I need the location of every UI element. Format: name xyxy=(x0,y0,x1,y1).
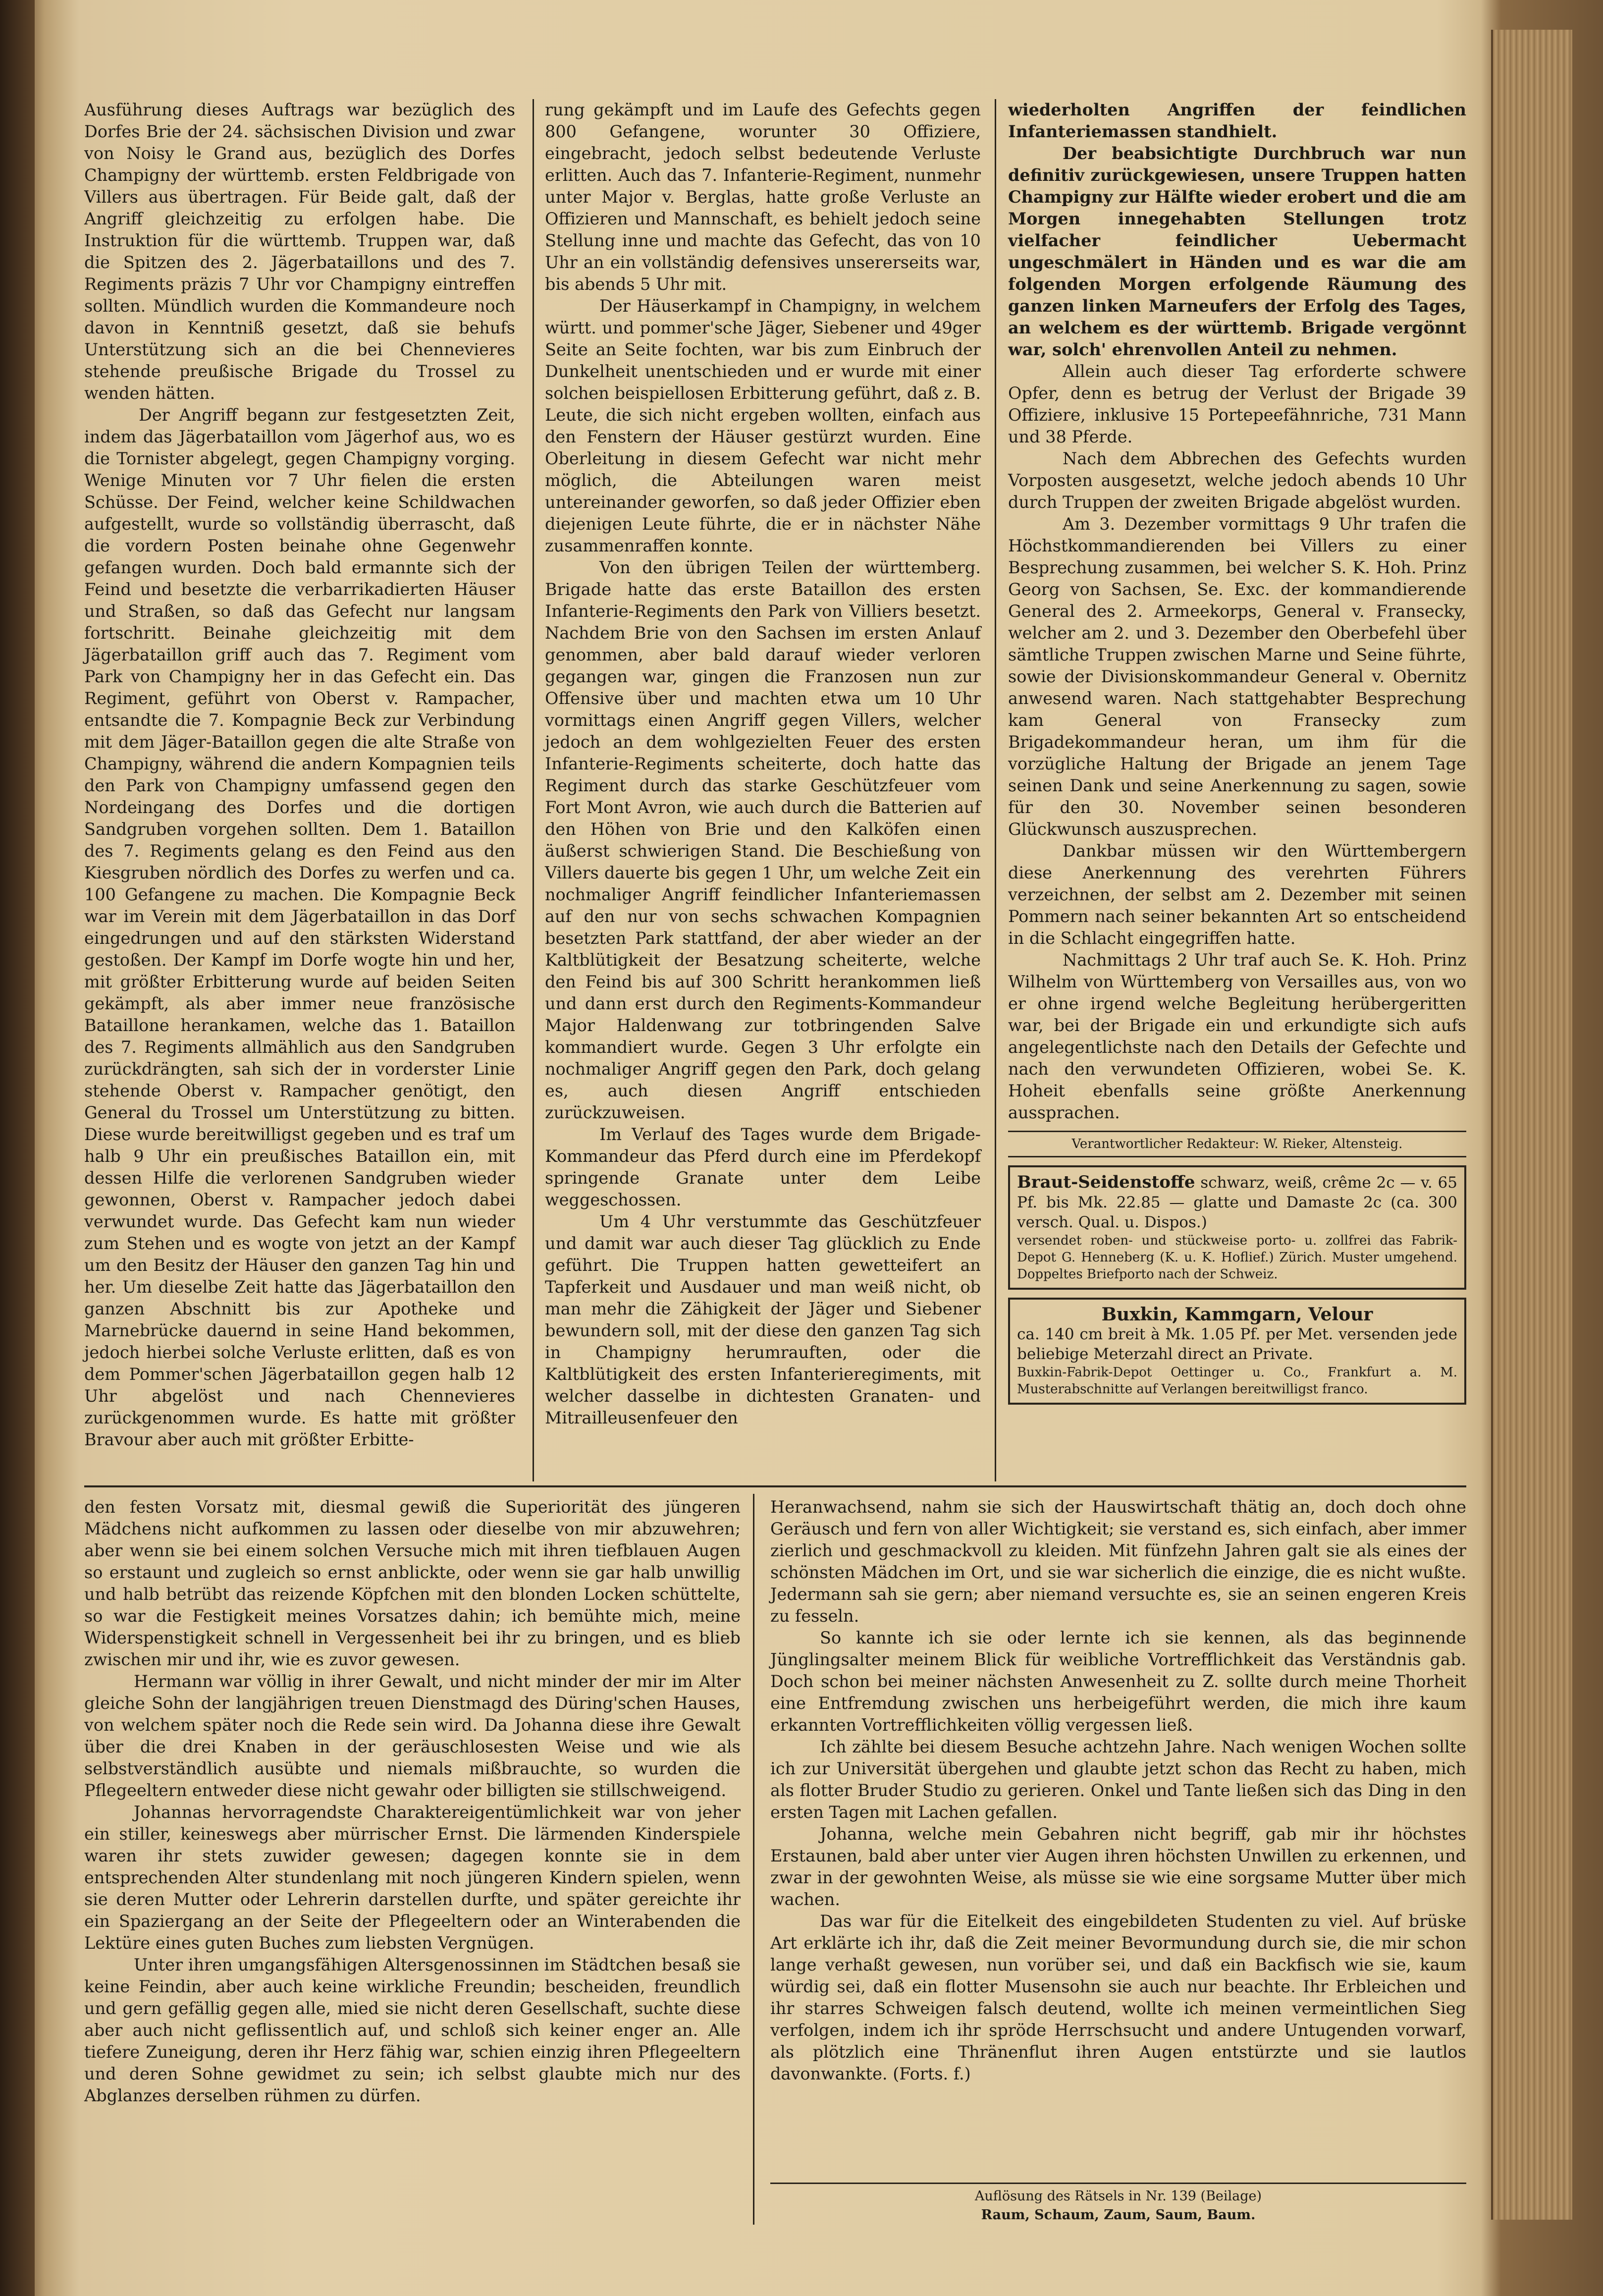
advertisement-silk xyxy=(1008,1165,1466,1290)
paragraph: Heranwachsend, nahm sie sich der Hauswirtschaft thätig an, doch doch ohne Geräusch und fern von aller Wichtigkeit; sie verstand es, sich einfach, aber immer zierlich und geschmackvoll zu kleiden. Mit fünfzehn Jahren galt sie als eines der schönsten Mädchen im Ort, und sie war sicherlich die einzige, die es nicht wußte. Jedermann sah sie gern; aber niemand versuchte es, sie an seinen engeren Kreis zu fesseln. xyxy=(770,1497,1466,1626)
feuilleton-divider xyxy=(84,1485,1466,1487)
riddle-solution-title: Auflösung des Rätsels in Nr. 139 (Beilage) xyxy=(974,2188,1262,2204)
paragraph: Unter ihren umgangsfähigen Altersgenossinnen im Städtchen besaß sie keine Feindin, aber auch keine wirkliche Freundin; bescheiden, freundlich und gern gefällig gegen alle, mied sie nicht deren Gesellschaft, suchte diese aber auch nicht geflissentlich auf, und schloß sich keiner enger an. Alle tiefere Zuneigung, deren ihr Herz fähig war, schien einzig ihren Pflegeeltern und deren Sohne gewidmet zu sein; ich selbst glaubte mich nur des Abglanzes derselben rühmen zu dürfen. xyxy=(84,1955,741,2105)
book-binding-edge xyxy=(0,0,35,2296)
paragraph: den festen Vorsatz mit, diesmal gewiß die Superiorität des jüngeren Mädchens nicht aufkommen zu lassen oder dieselbe von mir abzuwehren; aber wenn sie bei einem solchen Versuche mich mit ihren tiefblauen Augen so erstaunt und zugleich so ernst anblickte, oder wenn sie gar halb unwillig und halb betrübt das reizende Köpfchen mit den blonden Locken schüttelte, so war die Festigkeit meines Vorsatzes dahin; ich bemühte mich, meine Widerspenstigkeit schnell in Vergessenheit bei ihr zu bringen, und es blieb zwischen mir und ihr, wie es zuvor gewesen. xyxy=(84,1497,741,1669)
paragraph: Ausführung dieses Auftrags war bezüglich des Dorfes Brie der 24. sächsischen Division und zwar von Noisy le Grand aus, bezüglich des Dorfes Champigny der württemb. ersten Feldbrigade von Villers aus übertragen. Für Beide galt, daß der Angriff gleichzeitig zu erfolgen habe. Die Instruktion für die württemb. Truppen war, daß die Spitzen des 2. Jägerbataillons und des 7. Regiments präzis 7 Uhr vor Champigny eintreffen sollten. Mündlich wurden die Kommandeure noch davon in Kenntniß gesetzt, daß sie behufs Unterstützung sich an die bei Chennevieres stehende preußische Brigade du Trossel zu wenden hätten. xyxy=(84,100,515,403)
ad-fineprint: Buxkin-Fabrik-Depot Oettinger u. Co., Frankfurt a. M. Musterabschnitte auf Verlangen bereitwilligst franco. xyxy=(1017,1365,1457,1397)
ad-fineprint: versendet roben- und stückweise porto- u. zollfrei das Fabrik-Depot G. Henneberg (K. u. K. Hoflief.) Zürich. Muster umgehend. Doppeltes Briefporto nach der Schweiz. xyxy=(1017,1233,1457,1282)
riddle-solution-words: Raum, Schaum, Zaum, Saum, Baum. xyxy=(981,2207,1256,2223)
advertisement-cloth xyxy=(1008,1298,1466,1405)
article-column-1 xyxy=(84,99,515,1481)
riddle-solution xyxy=(770,2183,1466,2225)
paragraph: Dankbar müssen wir den Württembergern diese Anerkennung des verehrten Führers verzeichnen, der selbst am 2. Dezember mit seinen Pommern nach seiner bekannten Art so entscheidend in die Schlacht eingegriffen hatte. xyxy=(1008,841,1466,948)
paragraph: Nachmittags 2 Uhr traf auch Se. K. Hoh. Prinz Wilhelm von Württemberg von Versailles aus, von wo er ohne irgend welche Begleitung herübergeritten war, bei der Brigade ein und erkundigte sich aufs angelegentlichste nach den Details der Gefechte und nach den verwundeten Offizieren, wobei Se. K. Hoheit ebenfalls seine größte Anerkennung aussprachen. xyxy=(1008,950,1466,1122)
newspaper-page xyxy=(84,99,1466,2225)
paragraph: Der Häuserkampf in Champigny, in welchem württ. und pommer'sche Jäger, Siebener und 49ger Seite an Seite fochten, war bis zum Einbruch der Dunkelheit unentschieden und er wurde mit einer solchen beispiellosen Erbitterung geführt, daß z. B. Leute, die sich nicht ergeben wollten, einfach aus den Fenstern der Häuser gestürzt wurden. Eine Oberleitung in diesem Gefecht war nicht mehr möglich, die Abteilungen waren meist untereinander geworfen, so daß jeder Offizier eben diejenigen Leute führte, die er in nächster Nähe zusammenraffen konnte. xyxy=(545,296,981,555)
page-stack-edge xyxy=(1491,30,1572,2220)
paragraph: rung gekämpft und im Laufe des Gefechts gegen 800 Gefangene, worunter 30 Offiziere, eingebracht, jedoch selbst bedeutende Verluste erlitten. Auch das 7. Infanterie-Regiment, nunmehr unter Major v. Berglas, hatte große Verluste an Offizieren und Mannschaft, es behielt jedoch seine Stellung inne und machte das Gefecht, das von 10 Uhr an ein vollständig defensives unsererseits war, bis abends 5 Uhr mit. xyxy=(545,100,981,294)
paragraph: Das war für die Eitelkeit des eingebildeten Studenten zu viel. Auf brüske Art erklärte ich ihr, daß die Zeit meiner Bevormundung durch sie, die mir schon lange verhaßt gewesen, nun vorüber sei, und daß ein Backfisch wie sie, kaum würdig sei, daß ein flotter Musensohn sie auch nur beachte. Ihr Erbleichen und ihr starres Schweigen falsch deutend, wollte ich meinen vermeintlichen Sieg verfolgen, indem ich ihr spröde Herrschsucht und andere Untugenden vorwarf, als plötzlich eine Thränenflut ihren Augen entstürzte und sie lautlos davonwankte. (Forts. f.) xyxy=(770,1912,1466,2083)
article-column-3 xyxy=(1008,99,1466,1481)
paragraph: Von den übrigen Teilen der württemberg. Brigade hatte das erste Bataillon des ersten Infanterie-Regiments den Park von Villiers besetzt. Nachdem Brie von den Sachsen im ersten Anlauf genommen, aber bald darauf wieder verloren gegangen war, gingen die Franzosen nun zur Offensive über und machten etwa um 10 Uhr vormittags einen Angriff gegen Villers, welcher jedoch an dem wohlgezielten Feuer des ersten Infanterie-Regiments scheiterte, doch hatte das Regiment durch das starke Geschützfeuer vom Fort Mont Avron, wie auch durch die Batterien auf den Höhen von Brie und den Kalköfen einen äußerst schwierigen Stand. Die Beschießung von Villers dauerte bis gegen 1 Uhr, um welche Zeit ein nochmaliger Angriff feindlicher Infanteriemassen auf den nur von sechs schwachen Kompagnien besetzten Park stattfand, der aber wieder an der Kaltblütigkeit der Besatzung scheiterte, welche den Feind bis auf 300 Schritt herankommen ließ und dann erst durch den Regiments-Kommandeur Major Haldenwang zur totbringenden Salve kommandiert wurde. Gegen 3 Uhr erfolgte ein nochmaliger Angriff gegen den Park, doch gelang es, auch diesen Angriff entschieden zurückzuweisen. xyxy=(545,558,981,1122)
article-column-2 xyxy=(545,99,981,1481)
ad-headline: Braut-Seidenstoffe xyxy=(1017,1172,1195,1192)
paragraph: wiederholten Angriffen der feindlichen Infanteriemassen standhielt. xyxy=(1008,100,1466,141)
paragraph: Johanna, welche mein Gebahren nicht begriff, gab mir ihr höchstes Erstaunen, bald aber unter vier Augen ihren höchsten Unwillen zu erkennen, und zwar in der gewohnten Weise, als müsse sie wie eine sorgsame Mutter über mich wachen. xyxy=(770,1824,1466,1909)
serial-story-column-1 xyxy=(84,1496,741,2220)
editor-credit: Verantwortlicher Redakteur: W. Rieker, Altensteig. xyxy=(1008,1131,1466,1157)
column-divider xyxy=(753,1494,754,2225)
ad-text: ca. 140 cm breit à Mk. 1.05 Pf. per Met. versenden jede beliebige Meterzahl direct an Private. xyxy=(1017,1325,1457,1363)
paragraph: Um 4 Uhr verstummte das Geschützfeuer und damit war auch dieser Tag glücklich zu Ende geführt. Die Truppen hatten gewetteifert an Tapferkeit und Ausdauer und man weiß nicht, ob man mehr die Zähigkeit der Jäger und Siebener bewundern soll, mit der diese den ganzen Tag sich in Champigny herumrauften, oder die Kaltblütigkeit des ersten Infanterieregiments, mit welcher dasselbe in dichtesten Granaten- und Mitrailleusenfeuer den xyxy=(545,1212,981,1427)
ad-headline: Buxkin, Kammgarn, Velour xyxy=(1101,1304,1373,1325)
paragraph: Am 3. Dezember vormittags 9 Uhr trafen die Höchstkommandierenden bei Villers zu einer Besprechung zusammen, bei welcher S. K. Hoh. Prinz Georg von Sachsen, Se. Exc. der kommandierende General des 2. Armeekorps, General v. Fransecky, welcher am 2. und 3. Dezember den Oberbefehl über sämtliche Truppen zwischen Marne und Seine führte, sowie der Divisionskommandeur General v. Obernitz anwesend waren. Nach stattgehabter Besprechung kam General von Fransecky zum Brigadekommandeur heran, um ihm für die vorzügliche Haltung der Brigade an jenem Tage seinen Dank und seine Anerkennung zu sagen, sowie für den 30. November seinen besonderen Glückwunsch auszusprechen. xyxy=(1008,514,1466,839)
paragraph: Der Angriff begann zur festgesetzten Zeit, indem das Jägerbataillon vom Jägerhof aus, wo es die Tornister abgelegt, gegen Champigny vorging. Wenige Minuten vor 7 Uhr fielen die ersten Schüsse. Der Feind, welcher keine Schildwachen aufgestellt, wurde so vollständig überrascht, daß die vordern Posten beinahe ohne Gegenwehr gefangen wurden. Doch bald ermannte sich der Feind und besetzte die verbarrikadierten Häuser und Straßen, so daß das Gefecht nur langsam fortschritt. Beinahe gleichzeitig mit dem Jägerbataillon griff auch das 7. Regiment vom Park von Champigny her in das Gefecht ein. Das Regiment, geführt von Oberst v. Rampacher, entsandte die 7. Kompagnie Beck zur Verbindung mit dem Jäger-Bataillon gegen die alte Straße von Champigny, während die andern Kompagnien teils den Park von Champigny umfassend gegen den Nordeingang des Dorfes und die dortigen Sandgruben vorgehen sollten. Dem 1. Bataillon des 7. Regiments gelang es den Feind aus den Kiesgruben nördlich des Dorfes zu werfen und ca. 100 Gefangene zu machen. Die Kompagnie Beck war im Verein mit dem Jägerbataillon in das Dorf eingedrungen und auf den stärksten Widerstand gestoßen. Der Kampf im Dorfe wogte hin und her, mit größter Erbitterung wurde auf beiden Seiten gekämpft, als aber immer neue französische Bataillone herankamen, welche das 1. Bataillon des 7. Regiments allmählich aus den Sandgruben zurückdrängten, sah sich der in vorderster Linie stehende Oberst v. Rampacher genötigt, den General du Trossel um Unterstützung zu bitten. Diese wurde bereitwilligst gegeben und es traf um halb 9 Uhr ein preußisches Bataillon ein, mit dessen Hilfe die verlorenen Sandgruben wieder gewonnen, Oberst v. Rampacher jedoch dabei verwundet wurde. Das Gefecht kam nun wieder zum Stehen und es wogte von jetzt an der Kampf um den Besitz der Häuser den ganzen Tag hin und her. Um dieselbe Zeit hatte das Jägerbataillon den ganzen Abschnitt bis zur Apotheke und Marnebrücke dauernd in seine Hand bekommen, jedoch hierbei solche Verluste erlitten, daß es von dem Pommer'schen Jägerbataillon gegen halb 12 Uhr abgelöst und nach Chennevieres zurückgenommen wurde. Es hatte mit größter Bravour aber auch mit größter Erbitte- xyxy=(84,405,515,1449)
paragraph: Johannas hervorragendste Charaktereigentümlichkeit war von jeher ein stiller, keineswegs aber mürrischer Ernst. Die lärmenden Kinderspiele waren ihr stets zuwider gewesen; dagegen konnte sie in dem entsprechenden Alter stundenlang mit noch jüngeren Kindern spielen, wenn sie deren Mutter oder Lehrerin darstellen durfte, und später gereichte ihr ein Spaziergang an der Seite der Pflegeeltern oder an Winterabenden die Lektüre eines guten Buches zum liebsten Vergnügen. xyxy=(84,1803,741,1953)
serial-story-column-2 xyxy=(770,1496,1466,2180)
paragraph: Im Verlauf des Tages wurde dem Brigade-Kommandeur das Pferd durch eine im Pferdekopf springende Granate unter dem Leibe weggeschossen. xyxy=(545,1125,981,1209)
paragraph: So kannte ich sie oder lernte ich sie kennen, als das beginnende Jünglingsalter meinem Blick für weibliche Vortrefflichkeit das Verständnis gab. Doch schon bei meiner nächsten Anwesenheit zu Z. sollte durch meine Thorheit eine Entfremdung zwischen uns herbeigeführt werden, die mich ihre kaum erkannten Vortrefflichkeiten völlig vergessen ließ. xyxy=(770,1628,1466,1735)
column-divider xyxy=(995,99,996,1481)
paragraph: Ich zählte bei diesem Besuche achtzehn Jahre. Nach wenigen Wochen sollte ich zur Universität übergehen und glaubte jetzt schon das Recht zu haben, mich als flotter Bruder Studio zu gerieren. Onkel und Tante ließen sich das Ding in den ersten Tagen mit Lachen gefallen. xyxy=(770,1737,1466,1822)
paragraph: Hermann war völlig in ihrer Gewalt, und nicht minder der mir im Alter gleiche Sohn der langjährigen treuen Dienstmagd des Düring'schen Hauses, von welchem später noch die Rede sein wird. Da Johanna diese ihre Gewalt über die drei Knaben in der geräuschlosesten Weise und wie als selbstverständlich ausübte und niemals mißbrauchte, so wurden die Pflegeeltern entweder diese nicht gewahr oder billigten sie stillschweigend. xyxy=(84,1672,741,1800)
paragraph: Der beabsichtigte Durchbruch war nun definitiv zurückgewiesen, unsere Truppen hatten Champigny zur Hälfte wieder erobert und die am Morgen innegehabten Stellungen trotz vielfacher feindlicher Uebermacht ungeschmälert in Händen und es war die am folgenden Morgen erfolgende Räumung des ganzen linken Marneufers der Erfolg des Tages, an welchem es der württemb. Brigade vergönnt war, solch' ehrenvollen Anteil zu nehmen. xyxy=(1008,144,1466,359)
paragraph: Nach dem Abbrechen des Gefechts wurden Vorposten ausgesetzt, welche jedoch abends 10 Uhr durch Truppen der zweiten Brigade abgelöst wurden. xyxy=(1008,449,1466,512)
column-divider xyxy=(533,99,534,1481)
ad-text: schwarz, weiß, crême 2c — v. 65 Pf. bis Mk. 22.85 — glatte und Damaste 2c (ca. 300 versch. Qual. u. Dispos.) xyxy=(1017,1174,1458,1231)
paragraph: Allein auch dieser Tag erforderte schwere Opfer, denn es betrug der Verlust der Brigade 39 Offiziere, inklusive 15 Portepeefähnriche, 731 Mann und 38 Pferde. xyxy=(1008,362,1466,446)
